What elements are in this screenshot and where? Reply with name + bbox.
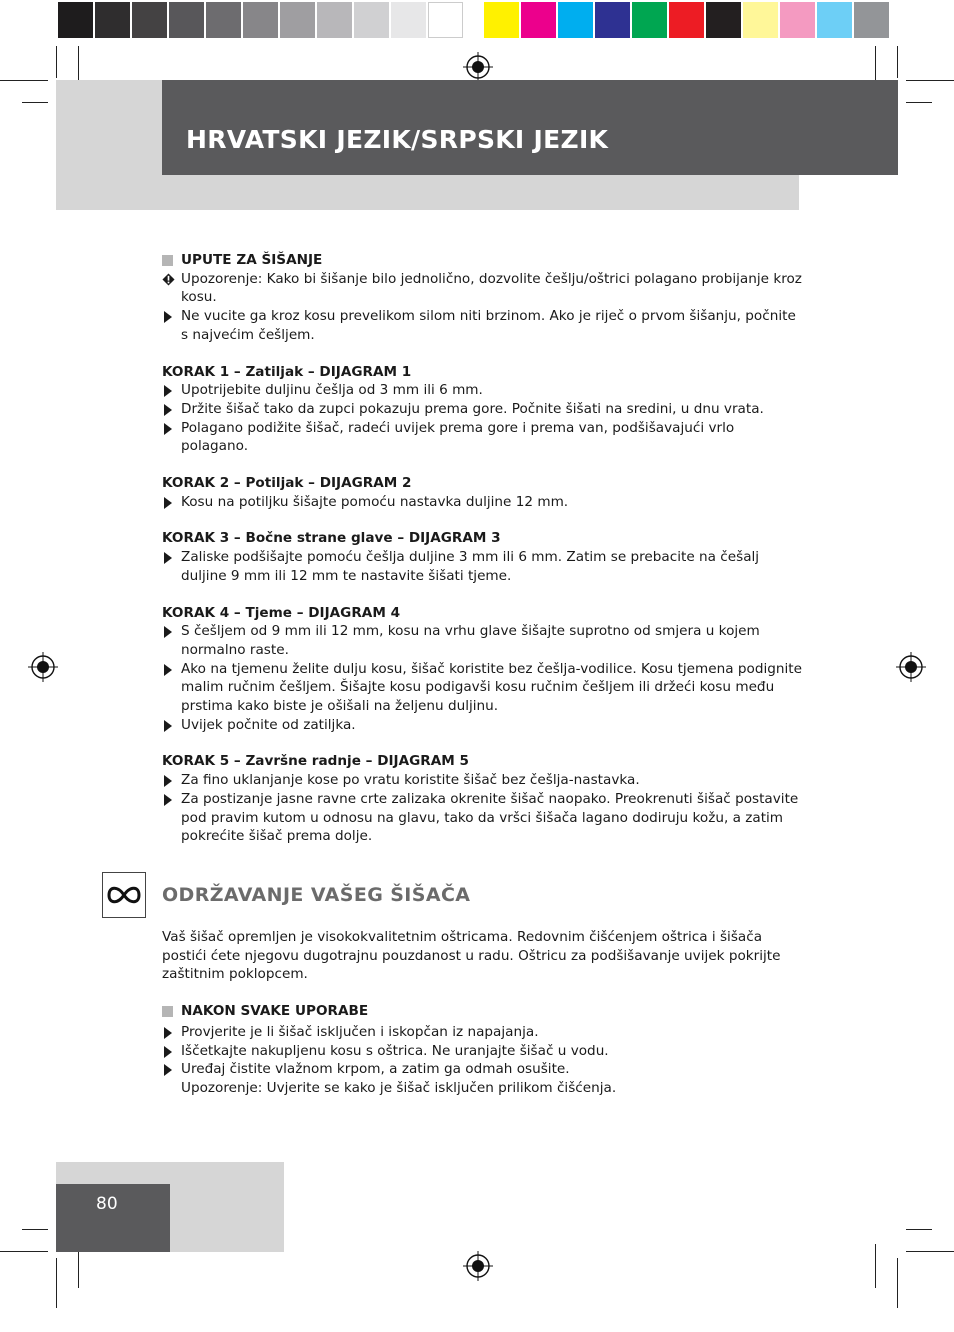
list-item-text: Uvijek počnite od zatiljka. (181, 716, 356, 733)
color-swatch (595, 2, 630, 38)
crop-mark (0, 80, 48, 81)
list-item-text: Za fino uklanjanje kose po vratu koristite šišač bez češlja-nastavka. (181, 772, 640, 789)
list-item-text: Zaliske podšišajte pomoću češlja duljine 3 mm ili 6 mm. Zatim se prebacite na češalj duljine 9 mm ili 12 mm te nastavite šišati tjeme. (181, 549, 760, 584)
color-swatch (706, 2, 741, 38)
crop-mark (906, 1229, 932, 1230)
maintenance-content (162, 928, 802, 1098)
list-item-text: S češljem od 9 mm ili 12 mm, kosu na vrhu glave šišajte suprotno od smjera u kojem normalno raste. (181, 623, 760, 658)
step-heading: KORAK 1 – Zatiljak – DIJAGRAM 1 (162, 363, 412, 380)
triangle-bullet-icon (164, 1064, 172, 1076)
list-item (162, 790, 802, 846)
crop-mark (0, 1251, 48, 1252)
crop-mark (897, 1258, 898, 1308)
section-heading (162, 1002, 802, 1021)
step-heading: KORAK 3 – Bočne strane glave – DIJAGRAM 3 (162, 530, 501, 547)
list-item (162, 400, 802, 419)
list-item (162, 548, 802, 585)
list-item-text: Ne vucite ga kroz kosu prevelikom silom niti brzinom. Ako je riječ o prvom šišanju, počnite s najvećim češljem. (181, 308, 796, 343)
list-item (162, 660, 802, 716)
list-item (162, 622, 802, 659)
list-item-text: Kosu na potiljku šišajte pomoću nastavka duljine 12 mm. (181, 493, 569, 510)
triangle-bullet-icon (164, 423, 172, 435)
color-swatch (854, 2, 889, 38)
grey-swatch (206, 2, 241, 38)
triangle-bullet-icon (164, 775, 172, 787)
list-item (162, 1042, 802, 1061)
grey-swatch (169, 2, 204, 38)
triangle-bullet-icon (164, 404, 172, 416)
triangle-bullet-icon (164, 1046, 172, 1058)
color-swatch (558, 2, 593, 38)
list-item-text: Iščetkajte nakupljenu kosu s oštrica. Ne uranjajte šišač u vodu. (181, 1042, 609, 1059)
triangle-bullet-icon (164, 1027, 172, 1039)
triangle-bullet-icon (164, 720, 172, 732)
triangle-bullet-icon (164, 794, 172, 806)
color-swatch (484, 2, 519, 38)
page-number: 80 (96, 1194, 118, 1214)
color-swatch (521, 2, 556, 38)
grey-swatch (243, 2, 278, 38)
triangle-bullet-icon (164, 497, 172, 509)
step-list (162, 381, 802, 456)
list-item-text: Za postizanje jasne ravne crte zalizaka okrenite šišač naopako. Preokrenuti šišač postavite pod pravim kutom u odnosu na glavu, tako da vršci šišača lagano dodiruju kožu, a zatim pokrećite šišač prema dolje. (181, 790, 799, 845)
registration-mark-icon (463, 52, 493, 82)
grey-swatch (58, 2, 93, 38)
maintenance-paragraph: Vaš šišač opremljen je visokokvalitetnim oštricama. Redovnim čišćenjem oštrica i šišača postići ćete njegovu dugotrajnu pouzdanost u radu. Oštricu za podšišavanje uvijek pokrijte zaštitnim poklopcem. (162, 929, 781, 983)
footer-page-box (56, 1184, 170, 1252)
color-swatch (743, 2, 778, 38)
grey-swatch (391, 2, 426, 38)
crop-mark (22, 1229, 48, 1230)
maintenance-title: ODRŽAVANJE VAŠEG ŠIŠAČA (162, 884, 471, 906)
list-item (162, 1023, 802, 1042)
grey-swatch (95, 2, 130, 38)
crop-mark (875, 1244, 876, 1288)
grey-swatch (317, 2, 352, 38)
page-title: HRVATSKI JEZIK/SRPSKI JEZIK (186, 125, 609, 154)
color-calibration-bar (484, 2, 891, 38)
list-item-text: Polagano podižite šišač, radeći uvijek prema gore i prema van, podšišavajući vrlo polagano. (181, 419, 735, 455)
registration-mark-icon (896, 652, 926, 682)
grey-swatch (280, 2, 315, 38)
maintenance-list (162, 1023, 802, 1098)
step-heading: KORAK 2 – Potiljak – DIJAGRAM 2 (162, 475, 412, 492)
crop-mark (906, 102, 932, 103)
triangle-bullet-icon (164, 552, 172, 564)
grey-swatch (354, 2, 389, 38)
section-heading-text: NAKON SVAKE UPORABE (181, 1003, 369, 1020)
list-item (162, 381, 802, 400)
section-heading (162, 251, 802, 270)
grey-swatch (132, 2, 167, 38)
step-heading: KORAK 4 – Tjeme – DIJAGRAM 4 (162, 604, 401, 621)
grey-calibration-bar (58, 2, 465, 38)
crop-mark (56, 46, 57, 78)
registration-mark-icon (463, 1251, 493, 1281)
step-list (162, 622, 802, 734)
list-item-text: Držite šišač tako da zupci pokazuju prema gore. Počnite šišati na sredini, u dnu vrata. (181, 400, 764, 417)
section-heading-text: UPUTE ZA ŠIŠANJE (181, 252, 323, 268)
color-swatch (632, 2, 667, 38)
step-heading: KORAK 5 – Završne radnje – DIJAGRAM 5 (162, 753, 469, 770)
square-bullet-icon (162, 255, 173, 266)
crop-mark (897, 46, 898, 78)
color-swatch (817, 2, 852, 38)
warning-item (162, 270, 802, 307)
header-title-band (162, 80, 898, 175)
triangle-bullet-icon (164, 664, 172, 676)
list-item-text: Upotrijebite duljinu češlja od 3 mm ili 6 mm. (181, 382, 483, 399)
color-swatch (669, 2, 704, 38)
triangle-bullet-icon (164, 311, 172, 323)
list-item (162, 1060, 802, 1097)
list-item (162, 771, 802, 790)
triangle-bullet-icon (164, 626, 172, 638)
step-list (162, 493, 802, 512)
step-list (162, 771, 802, 846)
registration-mark-icon (28, 652, 58, 682)
color-swatch (780, 2, 815, 38)
list-item (162, 419, 802, 456)
warning-icon (162, 273, 175, 286)
square-bullet-icon (162, 1006, 173, 1017)
list-item (162, 493, 802, 512)
list-item-text: Uređaj čistite vlažnom krpom, a zatim ga odmah osušite. (181, 1061, 570, 1078)
list-item (162, 716, 802, 735)
crop-mark (906, 1251, 954, 1252)
crop-mark (56, 1258, 57, 1308)
step-list (162, 548, 802, 585)
steps-container (162, 363, 802, 846)
list-item (162, 307, 802, 344)
intro-list (162, 270, 802, 345)
list-item-text: Upozorenje: Kako bi šišanje bilo jednolično, dozvolite češlju/oštrici polagano probijanje kroz kosu. (181, 270, 802, 306)
list-item-text: Ako na tjemenu želite dulju kosu, šišač koristite bez češlja-vodilice. Kosu tjemena podignite malim ručnim češljem. Šišajte kosu podigavši kosu ručnim češljem ili držeći kosu među prstima kako biste je ošišali na željenu duljinu. (181, 660, 802, 715)
triangle-bullet-icon (164, 385, 172, 397)
cutting-instructions (162, 251, 802, 846)
warning-line: Upozorenje: Uvjerite se kako je šišač isključen prilikom čišćenja. (181, 1079, 617, 1096)
crop-mark (22, 102, 48, 103)
infinity-icon (103, 873, 145, 917)
grey-swatch (428, 2, 463, 38)
list-item-text: Provjerite je li šišač isključen i iskopčan iz napajanja. (181, 1023, 539, 1040)
maintenance-icon-box (102, 872, 146, 918)
crop-mark (906, 80, 954, 81)
